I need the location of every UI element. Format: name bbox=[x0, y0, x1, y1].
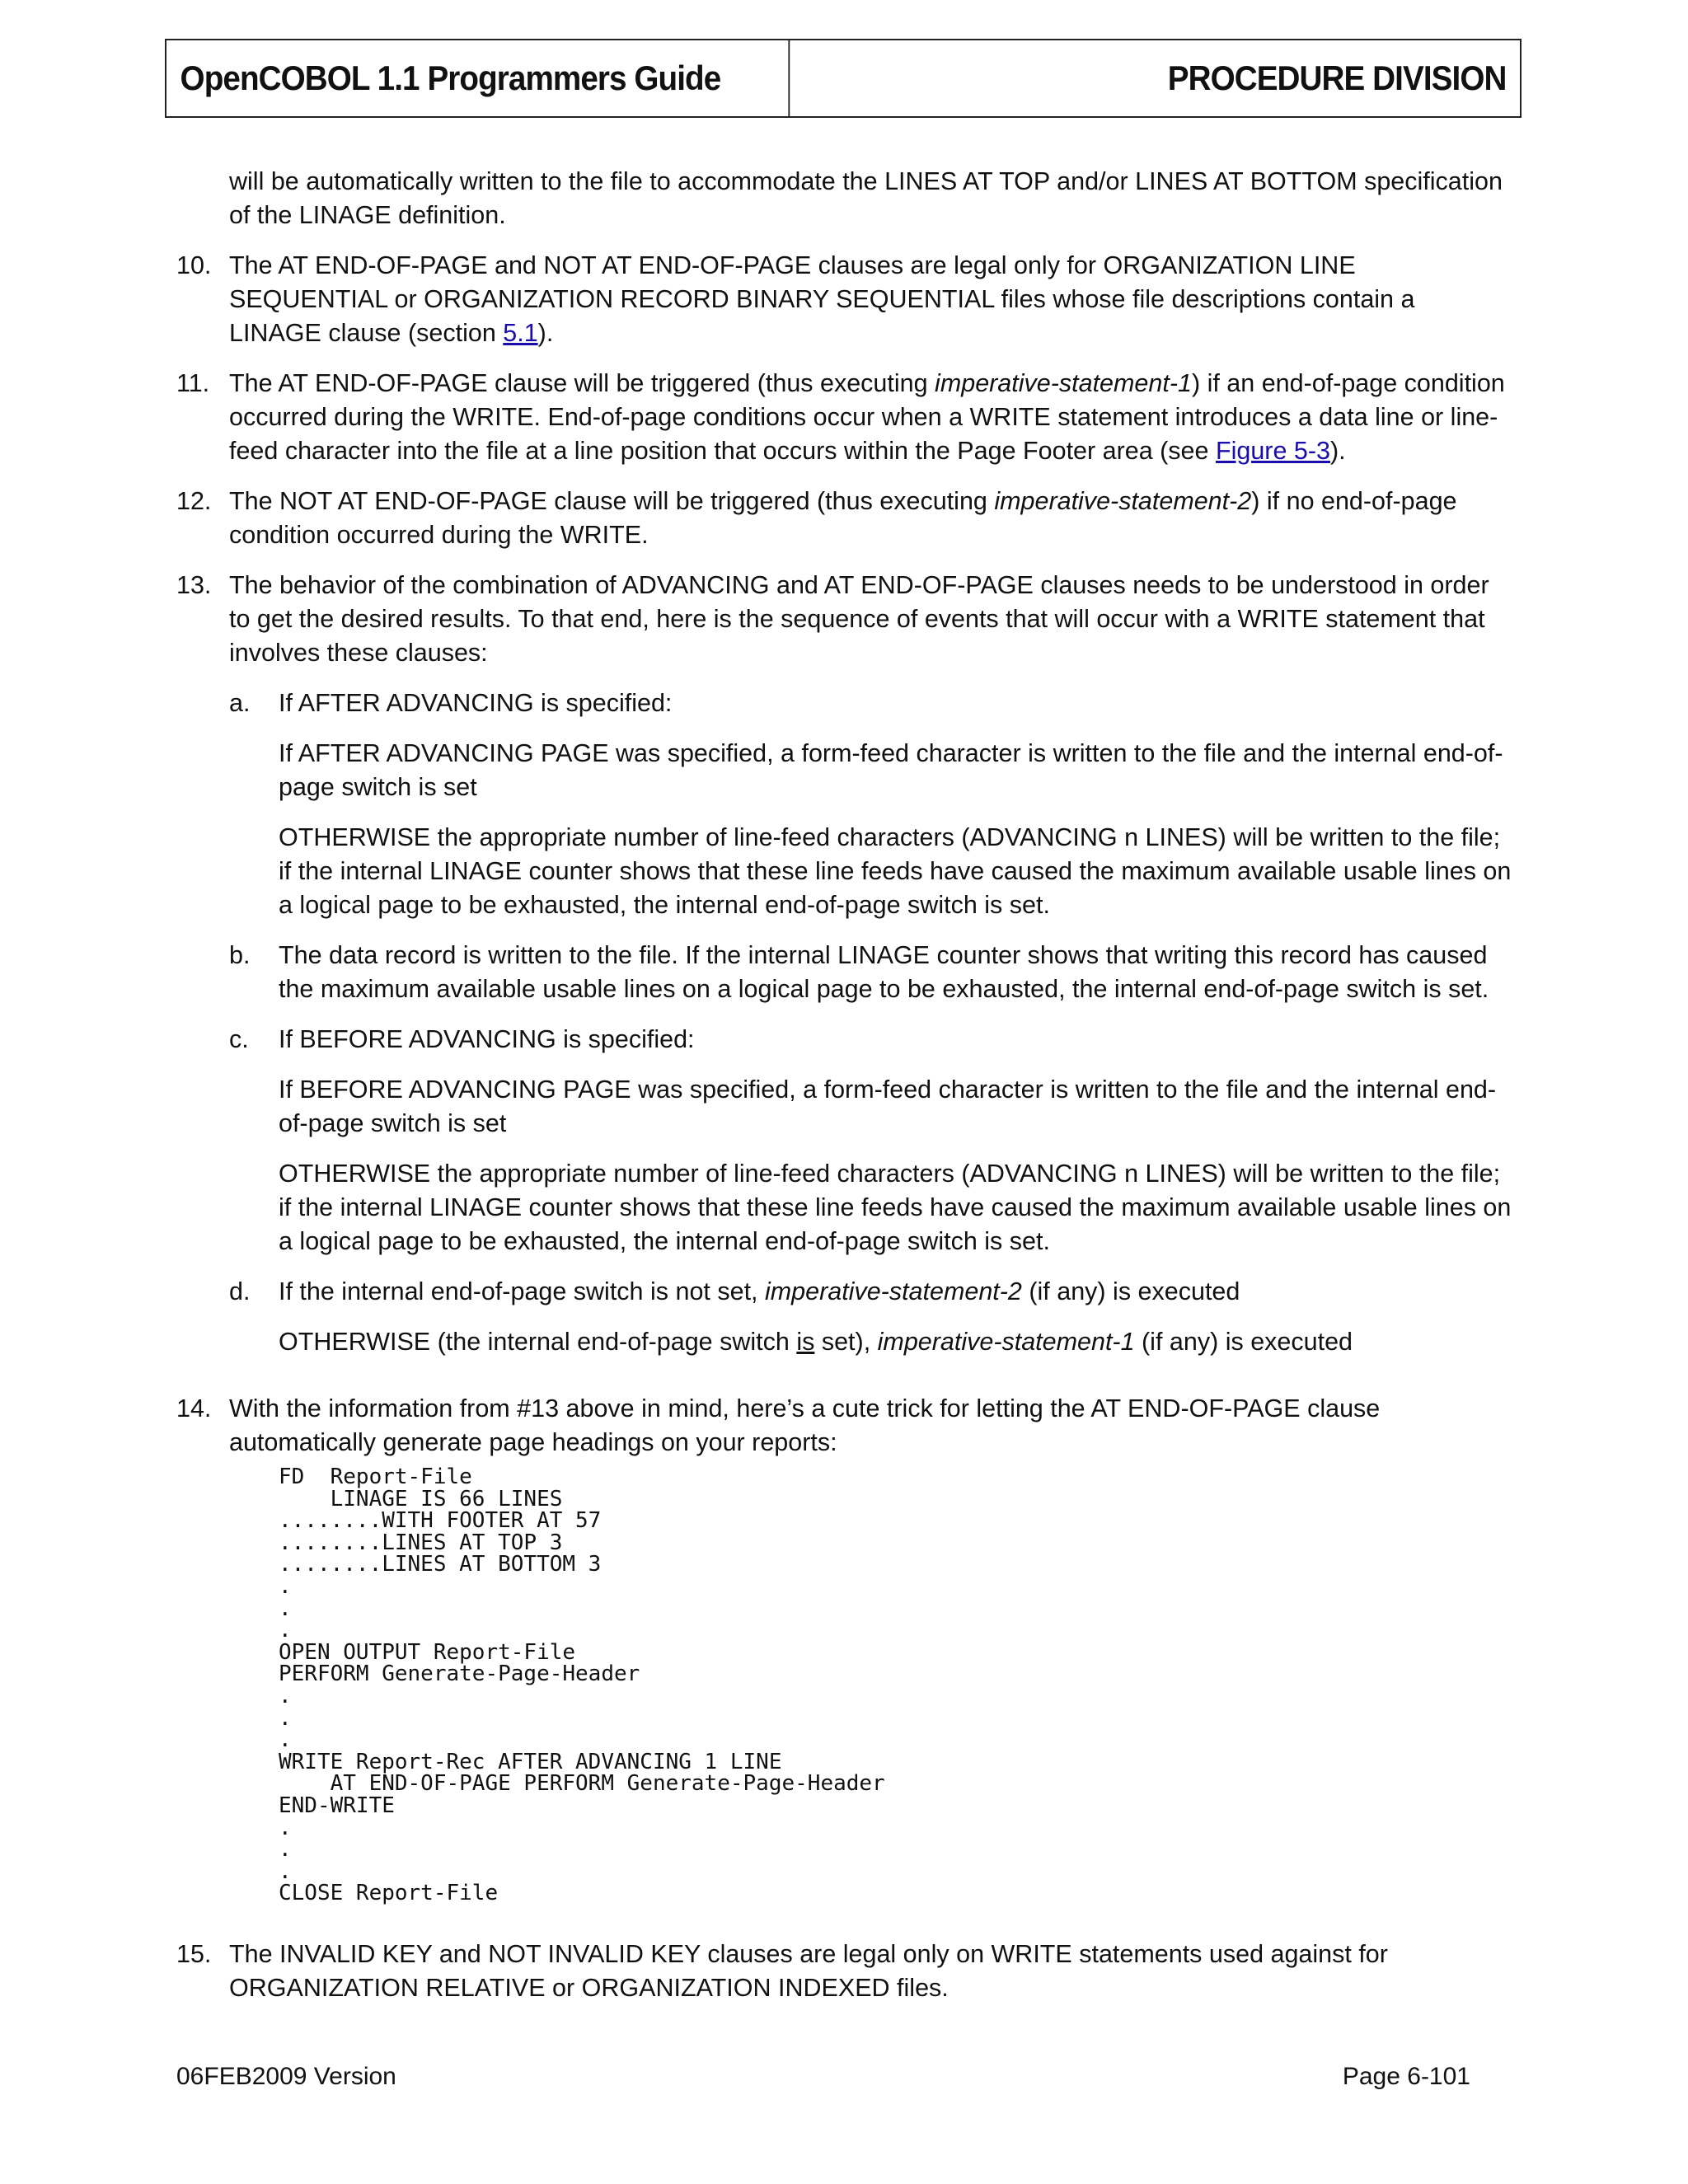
item-number: 10. bbox=[176, 251, 212, 279]
sub-text: The data record is written to the file. If the internal LINAGE counter shows that writing this record has caused the maximum available usable lines on a logical page to be exhausted, the internal end-of-page switch is set. bbox=[279, 941, 1489, 1003]
sub-item-c bbox=[229, 1023, 1512, 1057]
sub-item-b bbox=[229, 939, 1512, 1006]
guide-title: OpenCOBOL 1.1 Programmers Guide bbox=[166, 40, 790, 116]
sub-letter: b. bbox=[229, 941, 251, 969]
page-number: Page 6-101 bbox=[1342, 2063, 1470, 2090]
item-number: 11. bbox=[176, 369, 210, 397]
sub-letter: c. bbox=[229, 1025, 249, 1053]
sub-paragraph: If AFTER ADVANCING PAGE was specified, a form-feed character is written to the file and the internal end-of-page switch is set bbox=[279, 739, 1503, 801]
sub-item-d bbox=[229, 1275, 1512, 1309]
sub-text: If AFTER ADVANCING is specified: bbox=[279, 689, 673, 717]
list-item-13 bbox=[176, 569, 1512, 1376]
item-number: 12. bbox=[176, 487, 212, 515]
version-label: 06FEB2009 Version bbox=[176, 2063, 396, 2090]
page-content bbox=[176, 165, 1512, 2022]
sub-text: If the internal end-of-page switch is not set, imperative-statement-2 (if any) is executed bbox=[279, 1277, 1240, 1305]
sub-text: If BEFORE ADVANCING is specified: bbox=[279, 1025, 695, 1053]
figure-link[interactable]: Figure 5-3 bbox=[1215, 437, 1330, 465]
item-number: 15. bbox=[176, 1939, 212, 1968]
item-text: The AT END-OF-PAGE clause will be triggered (thus executing imperative-statement-1) if an end-of-page condition occurred during the WRITE. End-of-page conditions occur when a WRITE statement introduces a data line or line-feed character into the file at a line position that occurs within the Page Footer area (see Figure 5-3). bbox=[229, 369, 1505, 465]
item-text: The NOT AT END-OF-PAGE clause will be triggered (thus executing imperative-statement-2) if no end-of-page condition occurred during the WRITE. bbox=[229, 487, 1457, 549]
section-title: PROCEDURE DIVISION bbox=[1167, 59, 1507, 97]
item-number: 13. bbox=[176, 571, 212, 599]
sub-letter: a. bbox=[229, 689, 251, 717]
item-text: The INVALID KEY and NOT INVALID KEY clauses are legal only on WRITE statements used against for ORGANIZATION RELATIVE or ORGANIZATION INDEXED files. bbox=[229, 1939, 1388, 2002]
item-text: The behavior of the combination of ADVANCING and AT END-OF-PAGE clauses needs to be understood in order to get the desired results. To that end, here is the sequence of events that will occur with a WRITE statement that involves these clauses: bbox=[229, 571, 1489, 667]
list-item-10 bbox=[176, 249, 1512, 350]
section-link[interactable]: 5.1 bbox=[503, 319, 538, 347]
sub-paragraph: If BEFORE ADVANCING PAGE was specified, a form-feed character is written to the file and the internal end-of-page switch is set bbox=[279, 1076, 1497, 1137]
list-item-12 bbox=[176, 485, 1512, 552]
item-text: The AT END-OF-PAGE and NOT AT END-OF-PAGE clauses are legal only for ORGANIZATION LINE SEQUENTIAL or ORGANIZATION RECORD BINARY SEQUENTIAL files whose file descriptions contain a LINAGE clause (section 5.1). bbox=[229, 251, 1415, 347]
continuation-paragraph: will be automatically written to the file to accommodate the LINES AT TOP and/or LINES AT BOTTOM specification of the LINAGE definition. bbox=[229, 167, 1503, 229]
list-item-11 bbox=[176, 367, 1512, 468]
otherwise-paragraph: OTHERWISE (the internal end-of-page switch is set), imperative-statement-1 (if any) is executed bbox=[279, 1328, 1353, 1356]
list-item-14 bbox=[176, 1392, 1512, 1921]
item-number: 14. bbox=[176, 1394, 212, 1422]
sub-letter: d. bbox=[229, 1277, 251, 1305]
sub-paragraph: OTHERWISE the appropriate number of line-feed characters (ADVANCING n LINES) will be written to the file; if the internal LINAGE counter shows that these line feeds have caused the maximum available usable lines on a logical page to be exhausted, the internal end-of-page switch is set. bbox=[279, 823, 1512, 919]
code-block: FD Report-File LINAGE IS 66 LINES ........WITH FOOTER AT 57 ........LINES AT TOP 3 ........LINES AT BOTTOM 3 . . . OPEN OUTPUT Report-File PERFORM Generate-Page-Header . . . WRITE Report-Rec AFTER ADVANCING 1 LINE AT END-OF-PAGE PERFORM Generate-Page-Header END-WRITE . . . CLOSE Report-File bbox=[279, 1465, 885, 1906]
item-text: With the information from #13 above in mind, here’s a cute trick for letting the AT END-OF-PAGE clause automatically generate page headings on your reports: bbox=[229, 1394, 1381, 1456]
page-header bbox=[165, 39, 1522, 118]
sub-paragraph: OTHERWISE the appropriate number of line-feed characters (ADVANCING n LINES) will be written to the file; if the internal LINAGE counter shows that these line feeds have caused the maximum available usable lines on a logical page to be exhausted, the internal end-of-page switch is set. bbox=[279, 1160, 1512, 1255]
page-footer bbox=[176, 2063, 1470, 2091]
sub-item-a bbox=[229, 687, 1512, 720]
list-item-15 bbox=[176, 1938, 1512, 2005]
